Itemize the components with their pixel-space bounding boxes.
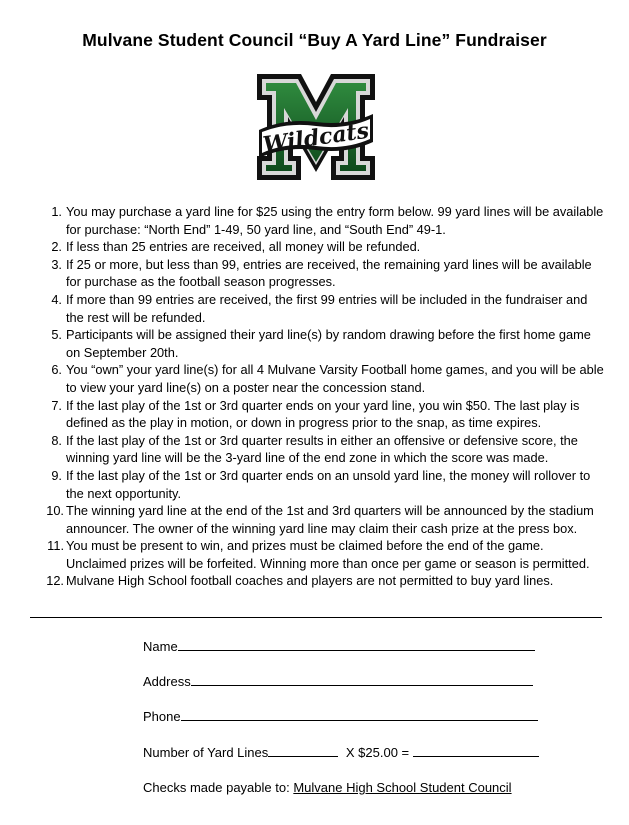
rule-item: 6. You “own” your yard line(s) for all 4 Mulvane Varsity Football home games, and you will be able to view your yard line(s) on a poster near the concession stand. bbox=[51, 362, 604, 395]
wildcats-logo bbox=[255, 72, 377, 182]
yardlines-label: Number of Yard Lines bbox=[143, 745, 269, 760]
rule-item: 1. You may purchase a yard line for $25 using the entry form below. 99 yard lines will be available for purchase: “North End” 1-49, 50 yard line, and “South End” 49-1. bbox=[51, 204, 604, 237]
rule-item: 11. You must be present to win, and prizes must be claimed before the end of the game. Unclaimed prizes will be forfeited. Winning more than once per game or season is permitted. bbox=[47, 538, 590, 571]
name-field[interactable] bbox=[178, 638, 535, 651]
section-divider bbox=[30, 617, 602, 618]
checks-label: Checks made payable to: bbox=[143, 780, 290, 795]
total-field[interactable] bbox=[413, 744, 539, 757]
rule-item: 7. If the last play of the 1st or 3rd quarter ends on your yard line, you win $50. The last play is defined as the play in motion, or down in progress prior to the snap, as time expires. bbox=[51, 397, 580, 431]
phone-row bbox=[143, 708, 538, 724]
phone-field[interactable] bbox=[181, 708, 538, 721]
phone-label: Phone bbox=[143, 709, 181, 724]
rule-item: 9. If the last play of the 1st or 3rd quarter ends on an unsold yard line, the money will rollover to the next opportunity. bbox=[51, 467, 591, 501]
name-row bbox=[143, 638, 535, 654]
rule-item: 5. Participants will be assigned their yard line(s) by random drawing before the first home game on September 20th. bbox=[51, 327, 591, 360]
checks-row bbox=[143, 780, 512, 795]
rule-item: 12. Mulvane High School football coaches and players are not permitted to buy yard lines. bbox=[46, 573, 554, 589]
address-field[interactable] bbox=[191, 673, 533, 686]
rule-item: 3. If 25 or more, but less than 99, entries are received, the remaining yard lines will be available for purchase as the football season progresses. bbox=[51, 256, 592, 290]
yardlines-row bbox=[143, 744, 539, 760]
page-title: Mulvane Student Council “Buy A Yard Line” Fundraiser bbox=[82, 30, 547, 50]
price-text: X $25.00 = bbox=[345, 745, 410, 760]
logo-wildcats-text: Wildcats bbox=[261, 117, 371, 159]
checks-payee: Mulvane High School Student Council bbox=[293, 780, 512, 795]
yardlines-count-field[interactable] bbox=[268, 744, 338, 757]
rule-item: 2. If less than 25 entries are received, all money will be refunded. bbox=[51, 239, 421, 255]
name-label: Name bbox=[143, 639, 178, 654]
address-label: Address bbox=[143, 674, 191, 689]
address-row bbox=[143, 673, 533, 689]
rules-list bbox=[44, 203, 604, 590]
rule-item: 8. If the last play of the 1st or 3rd quarter results in either an offensive or defensive score, the winning yard line will be the 3-yard line of the end zone in which the score was made. bbox=[51, 432, 578, 466]
rule-item: 4. If more than 99 entries are received, the first 99 entries will be included in the fundraiser and the rest will be refunded. bbox=[51, 291, 588, 325]
rule-item: 10. The winning yard line at the end of the 1st and 3rd quarters will be announced by the stadium announcer. The owner of the winning yard line may claim their cash prize at the press box. bbox=[46, 503, 594, 536]
